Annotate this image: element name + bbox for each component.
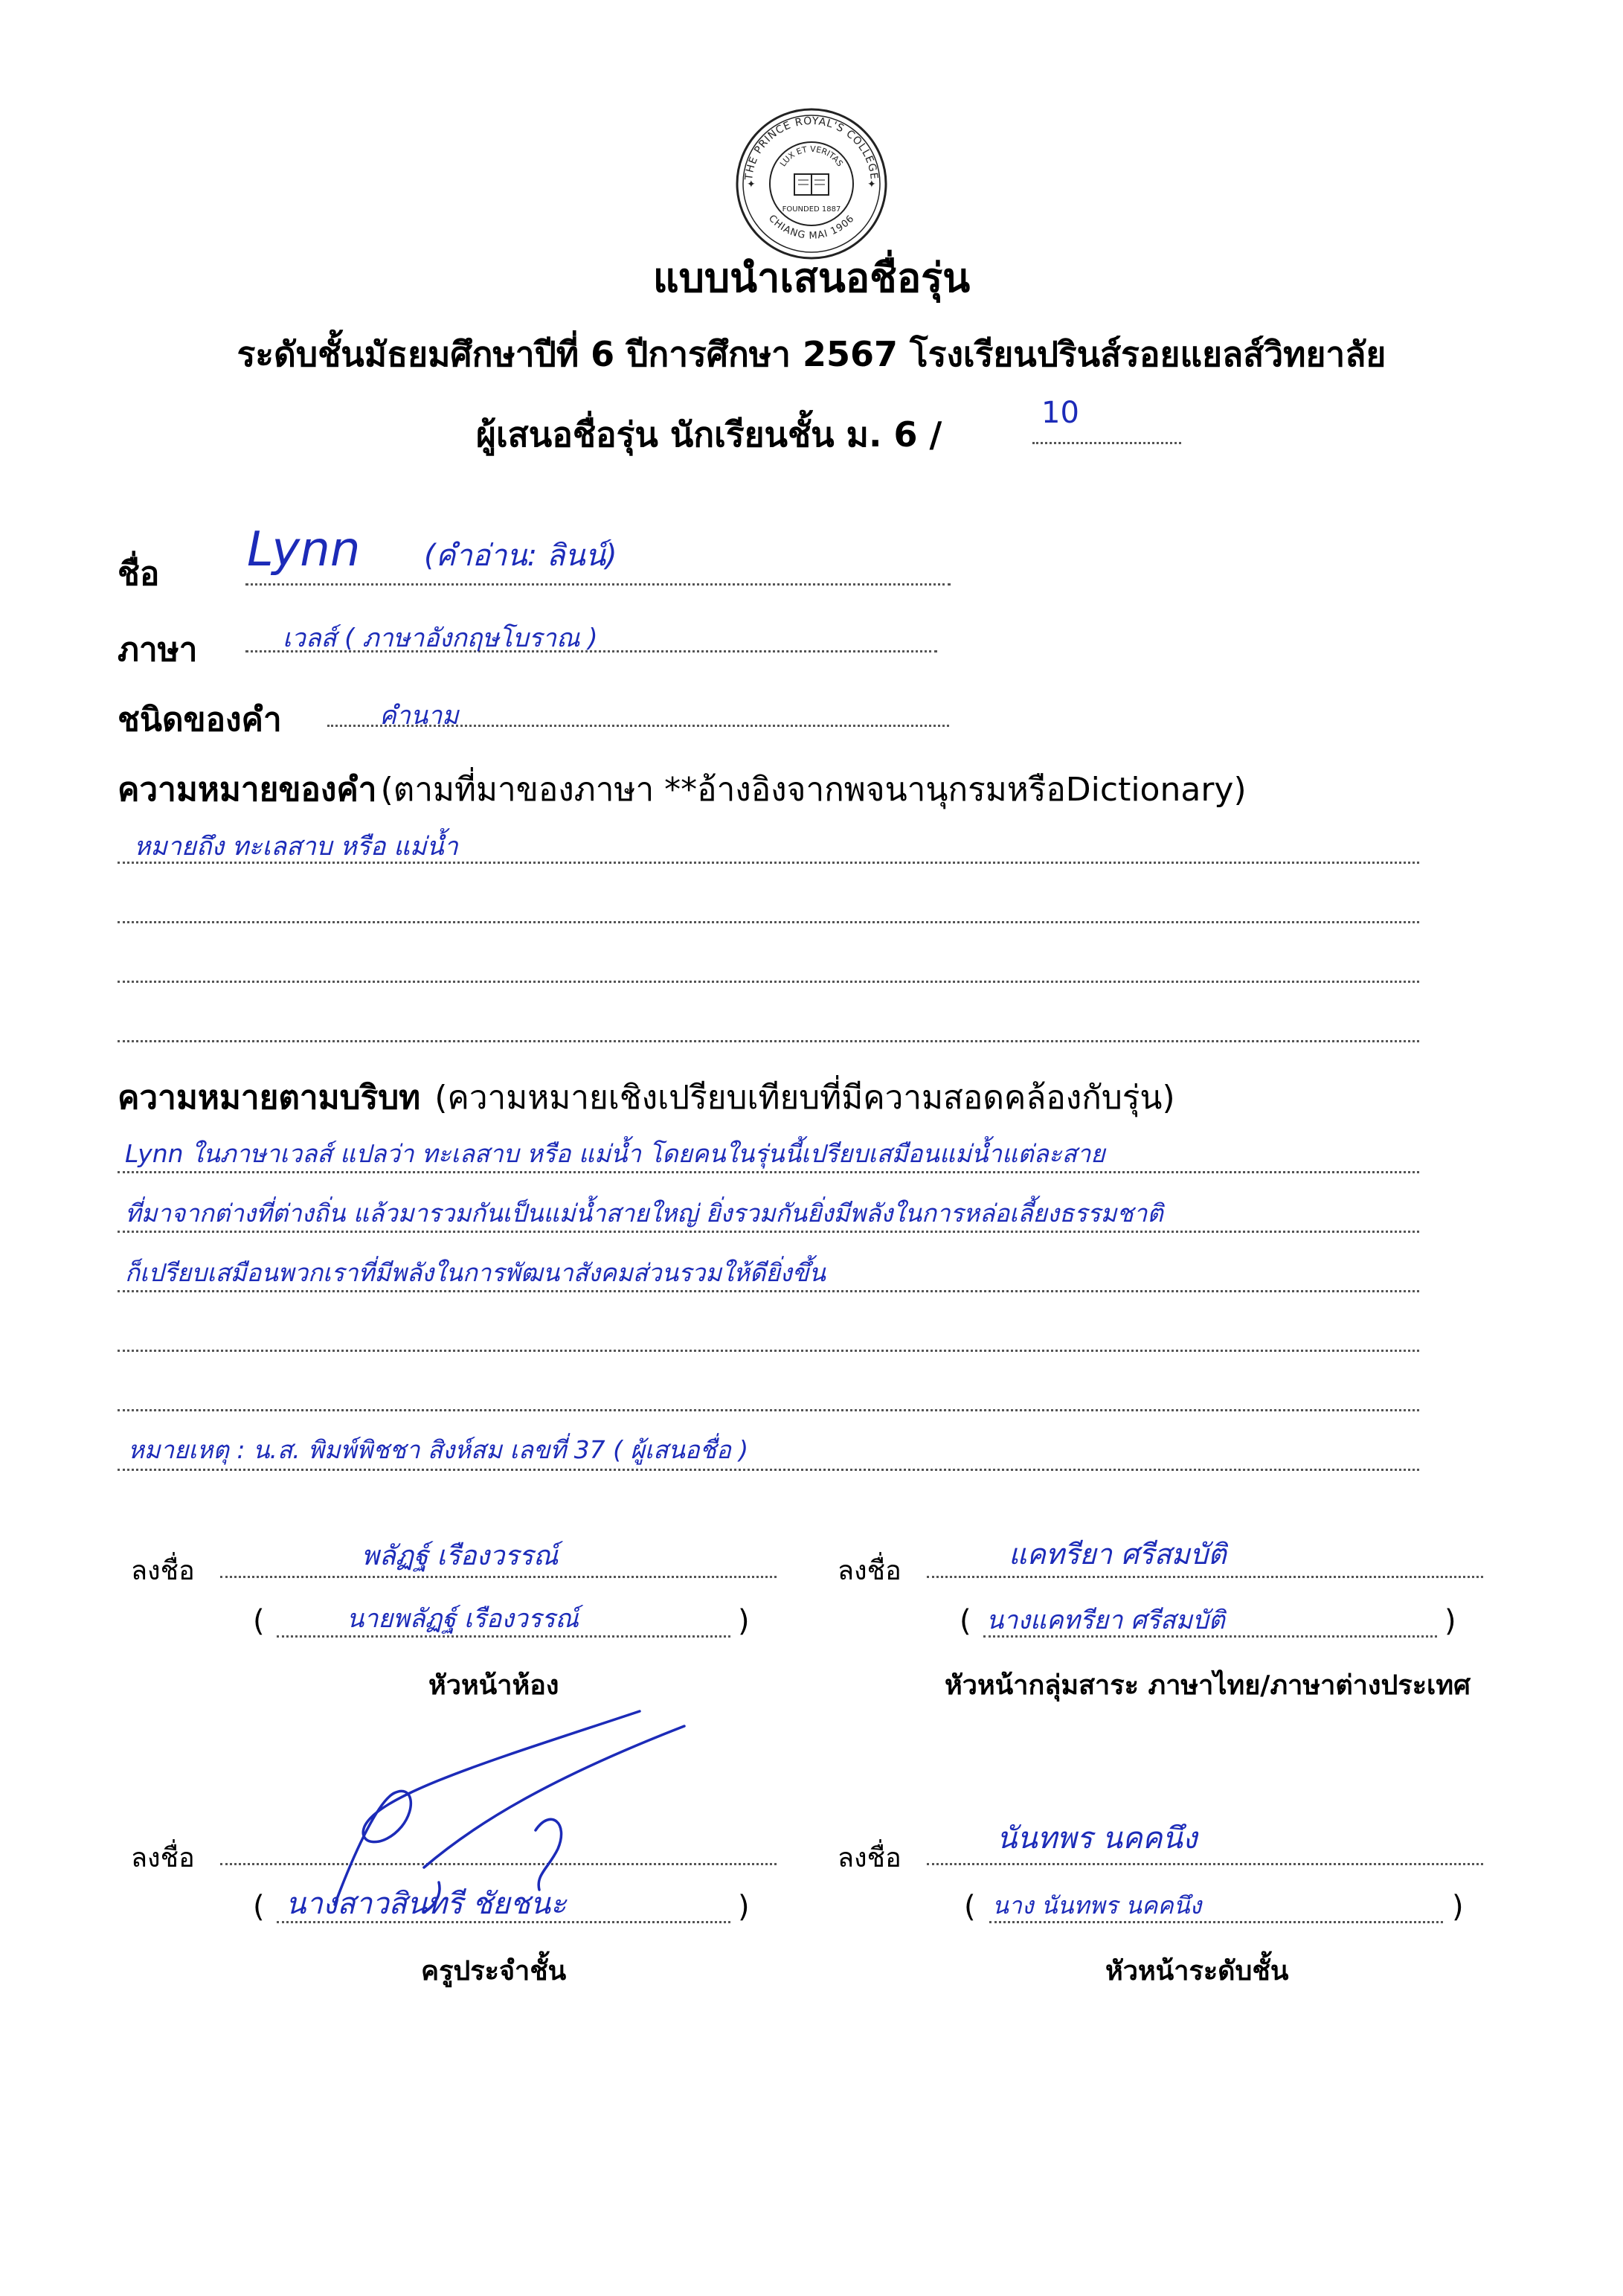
school-seal-icon xyxy=(733,106,890,262)
proposer-label: ผู้เสนอชื่อรุ่น นักเรียนชั้น ม. 6 / xyxy=(476,414,942,455)
class-number: 10 xyxy=(1041,396,1079,430)
svg-text:CHIANG MAI 1906: CHIANG MAI 1906 xyxy=(765,213,858,242)
wordtype-value: คำนาม xyxy=(379,701,459,731)
signature-2: แคทรียา ศรีสมบัติ xyxy=(1009,1538,1227,1571)
context-heading xyxy=(118,1071,1175,1123)
name-value: Lynn xyxy=(247,522,361,577)
svg-text:FOUNDED 1887: FOUNDED 1887 xyxy=(782,205,841,214)
name-note: (คำอ่าน: ลินน์) xyxy=(424,539,617,573)
context-hint: (ความหมายเชิงเปรียบเทียบที่มีความสอดคล้องกับรุ่น) xyxy=(434,1079,1175,1117)
printed-name-3: นางสาวสินทรี ชัยชนะ xyxy=(286,1887,567,1921)
svg-text:THE PRINCE ROYAL'S COLLEGE: THE PRINCE ROYAL'S COLLEGE xyxy=(743,115,880,181)
role-2: หัวหน้ากลุ่มสาระ ภาษาไทย/ภาษาต่างประเทศ xyxy=(945,1670,1471,1701)
printed-name-2: นางแคทรียา ศรีสมบัติ xyxy=(986,1606,1225,1635)
school-logo xyxy=(733,106,890,262)
svg-text:✦: ✦ xyxy=(867,179,876,190)
form-subtitle: ระดับชั้นมัธยมศึกษาปีที่ 6 ปีการศึกษา 2567 โรงเรียนปรินส์รอยแยลส์วิทยาลัย xyxy=(237,334,1386,374)
svg-text:LUX ET VERITAS: LUX ET VERITAS xyxy=(778,144,845,169)
proposer-line xyxy=(476,396,1079,462)
form-title: แบบนำเสนอชื่อรุ่น xyxy=(652,254,971,301)
printed-name-4: นาง นันทพร นคคนึง xyxy=(992,1891,1202,1920)
sign-label-1: ลงชื่อ xyxy=(131,1556,195,1586)
context-line-3: ก็เปรียบเสมือนพวกเราที่มีพลังในการพัฒนาสังคมส่วนรวมให้ดียิ่งขึ้น xyxy=(125,1258,826,1287)
language-label: ภาษา xyxy=(118,631,198,669)
role-4: หัวหน้าระดับชั้น xyxy=(1105,1956,1289,1986)
meaning-hint: (ตามที่มาของภาษา **อ้างอิงจากพจนานุกรมหรือDictionary) xyxy=(380,771,1247,809)
meaning-heading xyxy=(118,763,1247,815)
sign-label-4: ลงชื่อ xyxy=(838,1843,902,1873)
role-1: หัวหน้าห้อง xyxy=(428,1670,559,1701)
printed-name-1: นายพลัฏฐ์ เรืองวรรณ์ xyxy=(347,1604,579,1634)
context-label: ความหมายตามบริบท xyxy=(118,1079,421,1117)
meaning-label: ความหมายของคำ xyxy=(118,771,377,809)
signature-1: พลัฏฐ์ เรืองวรรณ์ xyxy=(361,1541,559,1571)
language-value: เวลส์ ( ภาษาอังกฤษโบราณ ) xyxy=(283,623,598,653)
name-label: ชื่อ xyxy=(118,555,160,593)
wordtype-label: ชนิดของคำ xyxy=(118,701,282,739)
sign-label-2: ลงชื่อ xyxy=(838,1556,902,1586)
context-line-2: ที่มาจากต่างที่ต่างถิ่น แล้วมารวมกันเป็นแม่น้ำสายใหญ่ ยิ่งรวมกันยิ่งมีพลังในการหล่อเลี้ยงธรรมชาติ xyxy=(125,1199,1163,1228)
role-3: ครูประจำชั้น xyxy=(421,1956,567,1986)
signature-4: นันทพร นคคนึง xyxy=(997,1821,1198,1856)
remark: หมายเหตุ : น.ส. พิมพ์พิชชา สิงห์สม เลขที่ 37 ( ผู้เสนอชื่อ ) xyxy=(128,1435,749,1464)
context-line-1: Lynn ในภาษาเวลส์ แปลว่า ทะเลสาบ หรือ แม่น้ำ โดยคนในรุ่นนี้เปรียบเสมือนแม่น้ำแต่ละสาย xyxy=(125,1139,1105,1168)
sign-label-3: ลงชื่อ xyxy=(131,1843,195,1873)
svg-text:✦: ✦ xyxy=(747,179,756,190)
meaning-value: หมายถึง ทะเลสาบ หรือ แม่น้ำ xyxy=(134,832,458,862)
